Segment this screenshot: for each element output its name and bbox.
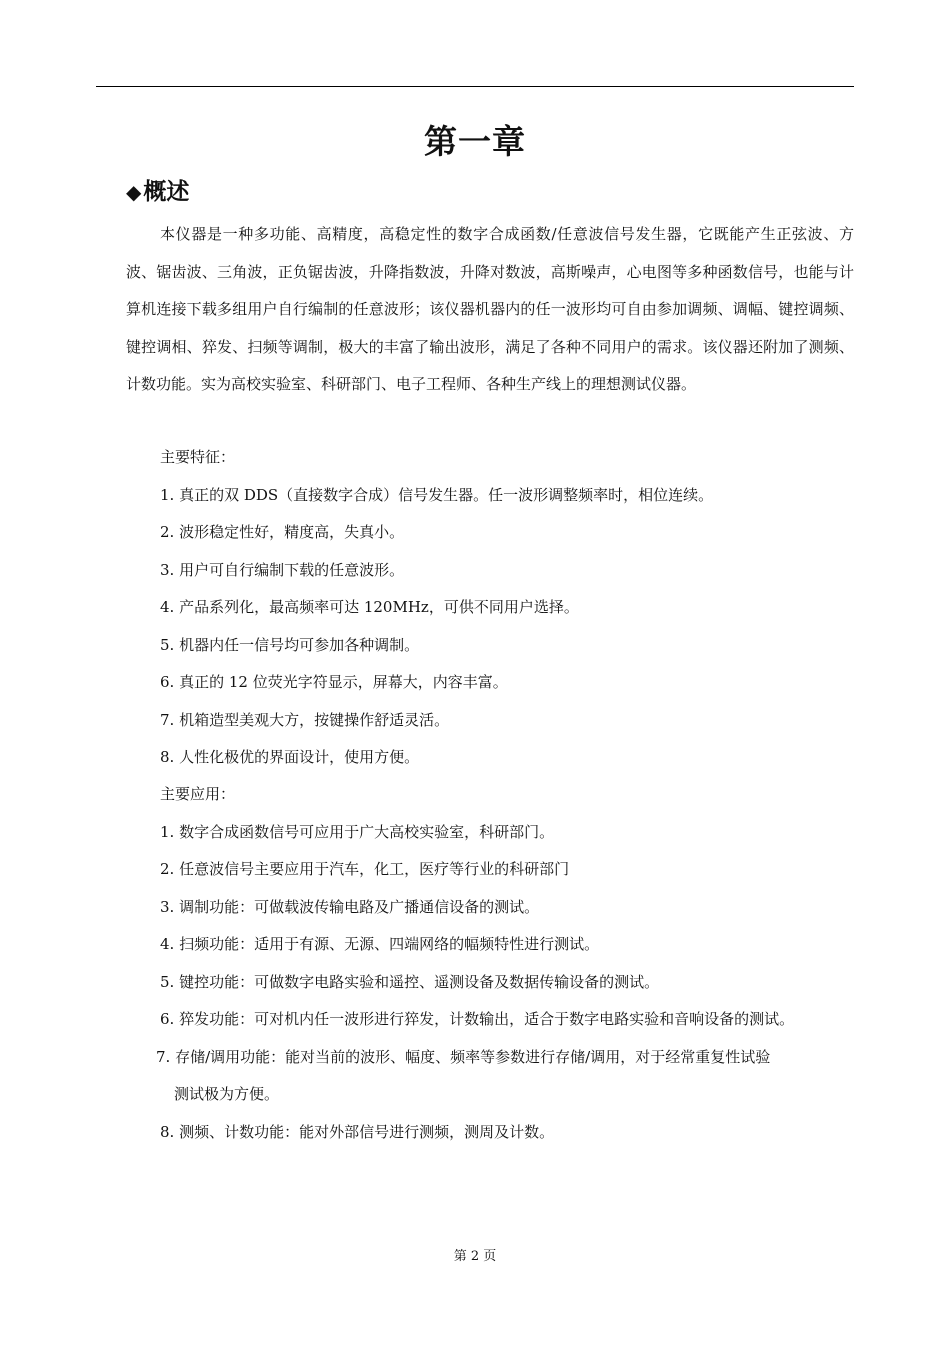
page-number: 第 2 页: [453, 1249, 497, 1264]
feature-item: 7. 机箱造型美观大方，按键操作舒适灵活。: [160, 710, 450, 729]
feature-item: 5. 机器内任一信号均可参加各种调制。: [160, 635, 420, 654]
header-rule: [96, 86, 854, 87]
application-item: 3. 调制功能：可做载波传输电路及广播通信设备的测试。: [160, 897, 540, 916]
feature-item: 4. 产品系列化，最高频率可达 120MHz，可供不同用户选择。: [160, 598, 579, 616]
application-item: 8. 测频、计数功能：能对外部信号进行测频，测周及计数。: [160, 1122, 555, 1141]
application-item: 4. 扫频功能：适用于有源、无源、四端网络的幅频特性进行测试。: [160, 935, 600, 953]
applications-label: 主要应用：: [160, 785, 236, 803]
application-item-continuation: 测试极为方便。: [174, 1085, 280, 1103]
diamond-bullet-icon: ◆: [126, 180, 142, 204]
application-item: 7. 存储/调用功能：能对当前的波形、幅度、频率等参数进行存储/调用，对于经常重复性试验: [156, 1047, 771, 1066]
chapter-title: 第一章: [424, 122, 526, 161]
application-item: 5. 键控功能：可做数字电路实验和遥控、遥测设备及数据传输设备的测试。: [160, 972, 660, 991]
features-section: [126, 439, 854, 777]
application-item: 6. 猝发功能：可对机内任一波形进行猝发，计数输出，适合于数字电路实验和音响设备的测试。: [160, 1010, 795, 1028]
section-title: 概述: [143, 179, 190, 205]
feature-item: 8. 人性化极优的界面设计，使用方便。: [160, 748, 420, 766]
applications-section: [126, 776, 854, 1151]
feature-item: 2. 波形稳定性好，精度高，失真小。: [160, 523, 405, 541]
application-item: 2. 任意波信号主要应用于汽车，化工，医疗等行业的科研部门: [160, 860, 570, 878]
section-heading: [126, 173, 189, 206]
intro-paragraph: 本仪器是一种多功能、高精度，高稳定性的数字合成函数/任意波信号发生器，它既能产生正弦波、方波、锯齿波、三角波，正负锯齿波，升降指数波，升降对数波，高斯噪声，心电图等多种函数信号，也能与计算机连接下载多组用户自行编制的任意波形；该仪器机器内的任一波形均可自由参加调频、调幅、键控调频、键控调相、猝发、扫频等调制，极大的丰富了输出波形，满足了各种不同用户的需求。该仪器还附加了测频、计数功能。实为高校实验室、科研部门、电子工程师、各种生产线上的理想测试仪器。: [126, 225, 854, 393]
feature-item: 6. 真正的 12 位荧光字符显示，屏幕大，内容丰富。: [160, 673, 508, 691]
feature-item: 3. 用户可自行编制下载的任意波形。: [160, 560, 405, 579]
feature-item: 1. 真正的双 DDS（直接数字合成）信号发生器。任一波形调整频率时，相位连续。: [160, 485, 714, 504]
features-label: 主要特征：: [160, 448, 236, 466]
application-item: 1. 数字合成函数信号可应用于广大高校实验室，科研部门。: [160, 822, 555, 841]
